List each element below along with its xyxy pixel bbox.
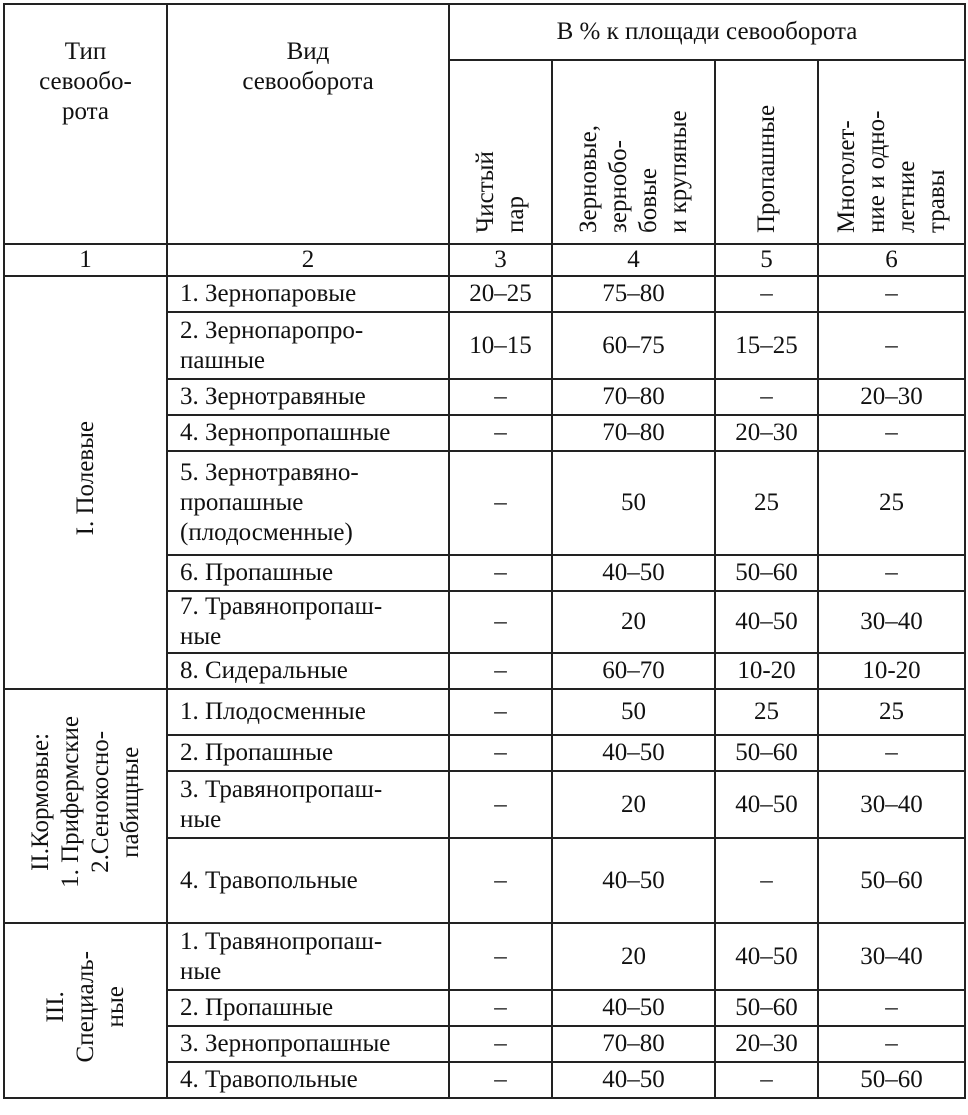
header-fallow-line: Чистый xyxy=(471,151,499,233)
share-cell-c5: 20–30 xyxy=(715,415,818,451)
rotation-kind-cell xyxy=(167,415,449,451)
share-cell-c6: – xyxy=(818,990,965,1026)
column-number-row xyxy=(4,244,965,276)
rotation-kind-line: 2. Пропашные xyxy=(180,994,334,1021)
share-cell-c5: – xyxy=(715,379,818,415)
rotation-kind-cell xyxy=(167,771,449,838)
rotation-kind-line: 3. Зернотравяные xyxy=(180,383,366,410)
share-cell-c6: 30–40 xyxy=(818,923,965,990)
rotation-kind-cell xyxy=(167,838,449,923)
header-fallow-line: пар xyxy=(501,196,529,233)
share-cell-c6: – xyxy=(818,735,965,771)
column-number: 2 xyxy=(167,244,449,276)
share-cell-c6: – xyxy=(818,415,965,451)
share-cell-c5: 40–50 xyxy=(715,923,818,990)
rotation-kind-line: (плодосменные) xyxy=(180,519,353,546)
rotation-kind-line: 2. Пропашные xyxy=(180,739,334,766)
header-grain-line: и крупяные xyxy=(664,110,692,233)
share-cell-c4: 40–50 xyxy=(552,1062,715,1098)
share-cell-c6: 25 xyxy=(818,689,965,735)
header-kind xyxy=(167,4,449,244)
share-cell-c3: – xyxy=(449,990,552,1026)
header-grasses-line: Многолет- xyxy=(832,120,860,233)
rotation-kind-cell xyxy=(167,923,449,990)
rotation-kind-line: 7. Травянопропаш- xyxy=(180,593,383,620)
share-cell-c4: 60–75 xyxy=(552,312,715,379)
header-type-line: севообо- xyxy=(39,68,132,95)
share-cell-c4: 60–70 xyxy=(552,653,715,689)
rotation-kind-cell xyxy=(167,735,449,771)
header-grasses-line: летние xyxy=(892,160,920,233)
rotation-kind-line: 1. Плодосменные xyxy=(180,698,366,725)
column-number: 1 xyxy=(4,244,167,276)
share-cell-c6: – xyxy=(818,276,965,312)
share-cell-c3: – xyxy=(449,555,552,591)
share-cell-c5: 40–50 xyxy=(715,771,818,838)
column-number: 5 xyxy=(715,244,818,276)
share-cell-c4: 50 xyxy=(552,451,715,555)
share-cell-c4: 20 xyxy=(552,771,715,838)
share-cell-c5: 10-20 xyxy=(715,653,818,689)
rotation-kind-line: 2. Зернопаропро- xyxy=(180,316,364,344)
header-grasses-line: ние и одно- xyxy=(862,110,890,233)
header-row-crops xyxy=(715,60,818,244)
rotation-kind-cell xyxy=(167,312,449,379)
share-cell-c5: 25 xyxy=(715,451,818,555)
type-label-line: 1. Прифермские xyxy=(56,716,84,888)
share-cell-c3: 10–15 xyxy=(449,312,552,379)
rotation-kind-line: 6. Пропашные xyxy=(180,559,334,586)
type-special-cell xyxy=(4,923,167,1098)
type-field-cell xyxy=(4,276,167,689)
header-grain-line: Зерновые, xyxy=(574,125,602,233)
type-label-line: ные xyxy=(101,985,129,1028)
header-grain-line: бовые xyxy=(634,168,662,233)
rotation-kind-cell xyxy=(167,591,449,653)
rotation-kind-line: 1. Травянопропаш- xyxy=(180,927,383,955)
rotation-kind-line: ные xyxy=(180,805,222,833)
share-cell-c3: – xyxy=(449,451,552,555)
header-type xyxy=(4,4,167,244)
type-label-line: пабищные xyxy=(116,746,144,858)
share-cell-c5: 15–25 xyxy=(715,312,818,379)
share-cell-c6: – xyxy=(818,312,965,379)
rotation-kind-line: 4. Травопольные xyxy=(180,866,358,894)
table-row xyxy=(4,276,965,312)
share-cell-c5: 20–30 xyxy=(715,1026,818,1062)
header-grasses xyxy=(818,60,965,244)
share-cell-c4: 40–50 xyxy=(552,555,715,591)
share-cell-c6: 30–40 xyxy=(818,591,965,653)
type-label-line: 2.Сенокосно- xyxy=(86,730,114,873)
share-cell-c3: – xyxy=(449,1026,552,1062)
share-cell-c6: – xyxy=(818,555,965,591)
rotated-type-label xyxy=(26,716,146,888)
type-label-line: III. xyxy=(41,990,69,1023)
share-cell-c3: – xyxy=(449,379,552,415)
header-kind-line: Вид xyxy=(286,38,330,65)
share-cell-c4: 70–80 xyxy=(552,1026,715,1062)
header-grain xyxy=(552,60,715,244)
rotation-kind-cell xyxy=(167,451,449,555)
share-cell-c3: – xyxy=(449,653,552,689)
header-grain-line: зернобо- xyxy=(604,140,632,233)
header-fallow xyxy=(449,60,552,244)
column-number: 3 xyxy=(449,244,552,276)
rotation-kind-cell xyxy=(167,379,449,415)
rotation-kind-cell xyxy=(167,276,449,312)
share-cell-c6: 50–60 xyxy=(818,1062,965,1098)
share-cell-c5: 50–60 xyxy=(715,735,818,771)
type-fodder-cell xyxy=(4,689,167,923)
share-cell-c4: 75–80 xyxy=(552,276,715,312)
rotation-kind-line: 8. Сидеральные xyxy=(180,657,348,684)
rotated-type-label xyxy=(71,421,101,535)
rotation-kind-line: 3. Травянопропаш- xyxy=(180,775,383,803)
rotation-kind-cell xyxy=(167,990,449,1026)
rotation-kind-cell xyxy=(167,1026,449,1062)
crop-rotation-table xyxy=(3,3,966,1099)
type-label-line: I. Полевые xyxy=(71,421,99,536)
rotation-kind-cell xyxy=(167,1062,449,1098)
rotation-kind-line: пропашные xyxy=(180,489,304,516)
share-cell-c3: – xyxy=(449,735,552,771)
table-row xyxy=(4,689,965,735)
table-row xyxy=(4,923,965,990)
share-cell-c4: 70–80 xyxy=(552,415,715,451)
share-cell-c3: – xyxy=(449,591,552,653)
share-cell-c6: 30–40 xyxy=(818,771,965,838)
share-cell-c3: 20–25 xyxy=(449,276,552,312)
rotation-kind-line: 4. Травопольные xyxy=(180,1066,358,1093)
rotation-kind-line: ные xyxy=(180,623,222,650)
share-cell-c6: 10-20 xyxy=(818,653,965,689)
column-number: 6 xyxy=(818,244,965,276)
share-cell-c4: 20 xyxy=(552,591,715,653)
rotation-kind-line: 3. Зернопропашные xyxy=(180,1030,391,1057)
share-cell-c5: – xyxy=(715,1062,818,1098)
rotation-kind-line: 4. Зернопропашные xyxy=(180,419,391,446)
type-label-line: Специаль- xyxy=(71,950,99,1063)
share-cell-c3: – xyxy=(449,415,552,451)
share-cell-c5: – xyxy=(715,838,818,923)
share-cell-c3: – xyxy=(449,771,552,838)
header-group: В % к площади севооборота xyxy=(449,4,965,60)
rotation-kind-line: пашные xyxy=(180,346,265,374)
share-cell-c6: 20–30 xyxy=(818,379,965,415)
rotation-kind-cell xyxy=(167,653,449,689)
column-number: 4 xyxy=(552,244,715,276)
header-row-crops-line: Пропашные xyxy=(752,104,780,233)
share-cell-c6: 25 xyxy=(818,451,965,555)
share-cell-c5: 25 xyxy=(715,689,818,735)
share-cell-c4: 50 xyxy=(552,689,715,735)
share-cell-c6: 50–60 xyxy=(818,838,965,923)
share-cell-c3: – xyxy=(449,838,552,923)
share-cell-c6: – xyxy=(818,1026,965,1062)
header-type-line: Тип xyxy=(64,38,107,65)
share-cell-c4: 40–50 xyxy=(552,990,715,1026)
type-label-line: II.Кормовые: xyxy=(26,733,54,871)
share-cell-c3: – xyxy=(449,923,552,990)
rotation-kind-line: 1. Зернопаровые xyxy=(180,280,357,307)
rotation-kind-cell xyxy=(167,689,449,735)
share-cell-c3: – xyxy=(449,689,552,735)
share-cell-c4: 20 xyxy=(552,923,715,990)
rotation-kind-cell xyxy=(167,555,449,591)
share-cell-c3: – xyxy=(449,1062,552,1098)
share-cell-c5: 50–60 xyxy=(715,990,818,1026)
share-cell-c4: 70–80 xyxy=(552,379,715,415)
header-type-line: рота xyxy=(62,98,109,125)
share-cell-c4: 40–50 xyxy=(552,735,715,771)
share-cell-c5: 40–50 xyxy=(715,591,818,653)
rotation-kind-line: 5. Зернотравяно- xyxy=(180,459,359,486)
rotated-type-label xyxy=(41,951,131,1062)
share-cell-c5: 50–60 xyxy=(715,555,818,591)
rotation-kind-line: ные xyxy=(180,957,222,985)
share-cell-c5: – xyxy=(715,276,818,312)
header-kind-line: севооборота xyxy=(242,68,374,95)
share-cell-c4: 40–50 xyxy=(552,838,715,923)
header-grasses-line: травы xyxy=(922,169,950,233)
